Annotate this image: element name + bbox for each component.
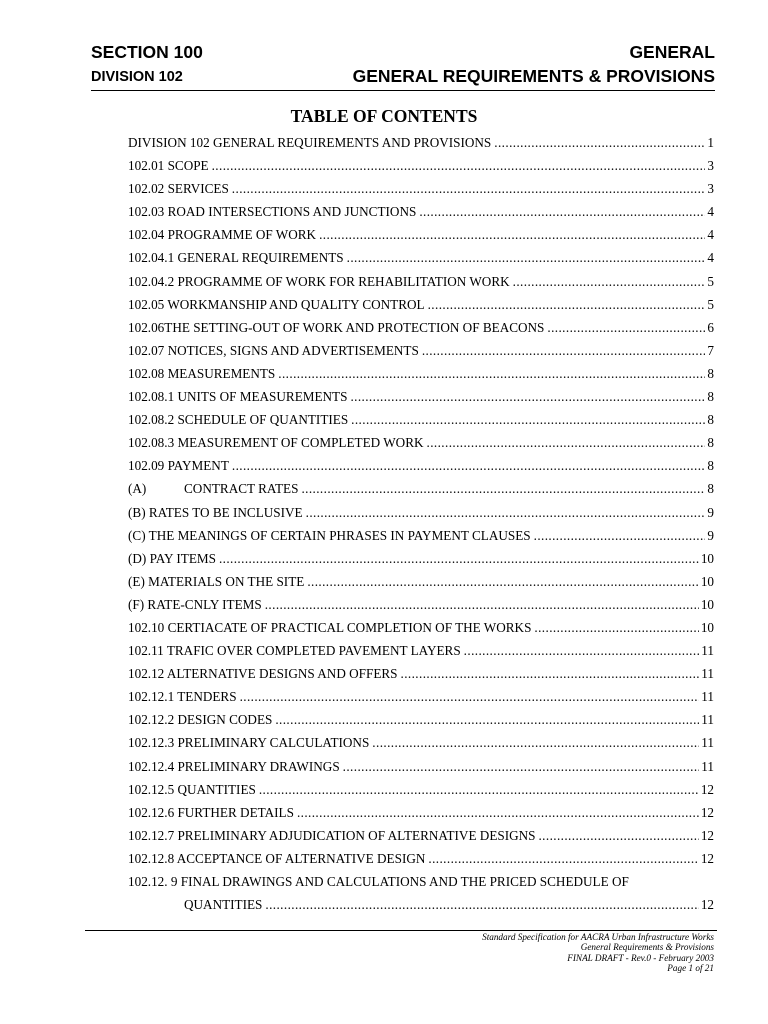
dot-leader [534,524,706,547]
dot-leader [219,547,699,570]
page-header-row-2 [91,66,715,90]
toc-entry[interactable] [128,385,714,408]
toc-entry-title: 102.01 SCOPE [128,158,209,174]
dot-leader [427,431,706,454]
toc-page-number: 11 [701,643,714,659]
toc-entry-continuation[interactable] [128,893,714,916]
toc-page-number: 7 [707,342,714,358]
toc-entry-title: 102.12 ALTERNATIVE DESIGNS AND OFFERS [128,666,398,682]
toc-entry-title: 102.12.7 PRELIMINARY ADJUDICATION OF ALTERNATIVE DESIGNS [128,827,536,843]
toc-page-number: 3 [707,181,714,197]
footer-divider [85,930,717,931]
toc-page-number: 9 [707,504,714,520]
toc-entry[interactable] [128,154,714,177]
toc-entry[interactable] [128,755,714,778]
toc-entry-title: 102.06THE SETTING-OUT OF WORK AND PROTECTION OF BEACONS [128,319,545,335]
toc-entry-title: (F) RATE-CNLY ITEMS [128,596,262,612]
toc-entry-title: DIVISION 102 GENERAL REQUIREMENTS AND PROVISIONS [128,135,492,150]
footer-doc-title: General Requirements & Provisions [580,942,714,953]
dot-leader [464,639,700,662]
page-header-row-1 [91,42,715,66]
toc-page-number: 1 [707,135,714,150]
toc-page-number: 10 [700,550,714,566]
toc-page-number: 10 [700,619,714,635]
toc-entry[interactable] [128,801,714,824]
toc-page-number: 11 [701,712,714,728]
toc-entry[interactable] [128,270,714,293]
toc-entry[interactable] [128,685,714,708]
dot-leader [301,477,705,500]
section-title: GENERAL [629,42,715,62]
toc-entry[interactable] [128,477,714,500]
toc-entry[interactable] [128,570,714,593]
toc-entry[interactable] [128,524,714,547]
toc-page-number: 12 [700,897,714,913]
footer-revision: FINAL DRAFT - Rev.0 - February 2003 [567,952,714,963]
toc-page-number: 9 [707,527,714,543]
dot-leader [350,385,705,408]
dot-leader [265,593,699,616]
dot-leader [307,570,699,593]
dot-leader [547,316,705,339]
toc-page-number: 5 [707,273,714,289]
dot-leader [513,270,706,293]
toc-page-number: 6 [707,319,714,335]
toc-entry[interactable] [128,616,714,639]
division-number: DIVISION 102 [91,69,183,85]
toc-page-number: 4 [707,250,714,266]
dot-leader [319,223,705,246]
division-title: GENERAL REQUIREMENTS & PROVISIONS [352,66,715,86]
dot-leader [232,454,706,477]
toc-entry-title: CONTRACT RATES [184,481,299,497]
toc-entry-title: 102.08 MEASUREMENTS [128,365,276,381]
toc-entry[interactable] [128,639,714,662]
toc-entry[interactable] [128,293,714,316]
toc-entry[interactable] [128,223,714,246]
toc-entry-title: 102.12.8 ACCEPTANCE OF ALTERNATIVE DESIGN [128,850,426,866]
toc-entry[interactable] [128,339,714,362]
toc-page-number: 12 [700,804,714,820]
toc-entry-title: 102.08.1 UNITS OF MEASUREMENTS [128,389,348,405]
toc-entry-title-continued: QUANTITIES [184,897,263,913]
section-number: SECTION 100 [91,42,203,62]
toc-entry-title: 102.12.5 QUANTITIES [128,781,256,797]
toc-entry-title: (E) MATERIALS ON THE SITE [128,573,305,589]
toc-entry[interactable] [128,824,714,847]
toc-entry-title: 102.03 ROAD INTERSECTIONS AND JUNCTIONS [128,204,417,220]
toc-heading: TABLE OF CONTENTS [290,106,478,126]
footer-page-number: Page 1 of 21 [667,963,714,974]
dot-leader [278,362,705,385]
toc-entry-title: 102.02 SERVICES [128,181,229,197]
toc-entry-label: (A) [128,481,147,497]
toc-entry-title: 102.12.4 PRELIMINARY DRAWINGS [128,758,340,774]
dot-leader [265,893,698,916]
toc-entry[interactable] [128,870,714,893]
toc-page-number: 3 [707,158,714,174]
toc-page-number: 8 [707,412,714,428]
toc-entry-title: 102.10 CERTIACATE OF PRACTICAL COMPLETION OF THE WORKS [128,619,532,635]
toc-entry-title: 102.08.3 MEASUREMENT OF COMPLETED WORK [128,435,424,451]
toc-page-number: 12 [700,827,714,843]
dot-leader [494,131,705,154]
toc-page-number: 4 [707,204,714,220]
toc-entry[interactable] [128,200,714,223]
toc-entry[interactable] [128,177,714,200]
toc-entry[interactable] [128,408,714,431]
dot-leader [343,755,700,778]
toc-entry[interactable] [128,593,714,616]
toc-entry-title: 102.08.2 SCHEDULE OF QUANTITIES [128,412,349,428]
toc-page-number: 5 [707,296,714,312]
toc-entry-title: (B) RATES TO BE INCLUSIVE [128,504,303,520]
toc-page-number: 10 [700,596,714,612]
dot-leader [351,408,705,431]
dot-leader [372,731,699,754]
toc-entry[interactable] [128,847,714,870]
dot-leader [240,685,700,708]
toc-entry-title: 102.04.1 GENERAL REQUIREMENTS [128,250,344,266]
toc-entry-title: 102.12. 9 FINAL DRAWINGS AND CALCULATIONS AND THE PRICED SCHEDULE OF [128,874,629,889]
toc-entry[interactable] [128,431,714,454]
dot-leader [297,801,699,824]
dot-leader [347,246,706,269]
toc-page-number: 11 [701,758,714,774]
footer-spec-title: Standard Specification for AACRA Urban Infrastructure Works [482,932,714,942]
dot-leader [259,778,699,801]
dot-leader [534,616,698,639]
toc-entry-title: (D) PAY ITEMS [128,550,216,566]
toc-page-number: 11 [701,689,714,705]
toc-entry-title: 102.12.1 TENDERS [128,689,237,705]
toc-page-number: 8 [707,458,714,474]
toc-entry[interactable] [128,547,714,570]
dot-leader [275,708,699,731]
toc-page-number: 12 [700,850,714,866]
toc-page-number: 4 [707,227,714,243]
toc-entry[interactable] [128,316,714,339]
dot-leader [422,339,706,362]
table-of-contents [128,131,714,916]
toc-entry-title: 102.04 PROGRAMME OF WORK [128,227,317,243]
toc-entry-title: (C) THE MEANINGS OF CERTAIN PHRASES IN PAYMENT CLAUSES [128,527,531,543]
toc-entry[interactable] [128,731,714,754]
toc-entry-title: 102.05 WORKMANSHIP AND QUALITY CONTROL [128,296,425,312]
toc-entry-title: 102.11 TRAFIC OVER COMPLETED PAVEMENT LAYERS [128,643,461,659]
toc-page-number: 8 [707,481,714,497]
dot-leader [306,501,706,524]
toc-page-number: 8 [707,365,714,381]
toc-entry[interactable] [128,778,714,801]
dot-leader [419,200,705,223]
toc-entry-title: 102.07 NOTICES, SIGNS AND ADVERTISEMENTS [128,342,419,358]
toc-page-number: 8 [707,389,714,405]
dot-leader [232,177,706,200]
header-divider [91,90,715,91]
dot-leader [212,154,706,177]
toc-page-number: 12 [700,781,714,797]
toc-entry[interactable] [128,362,714,385]
dot-leader [428,847,698,870]
toc-entry[interactable] [128,454,714,477]
toc-entry[interactable] [128,131,714,154]
toc-entry-title: 102.09 PAYMENT [128,458,229,474]
toc-page-number: 11 [701,735,714,751]
toc-entry[interactable] [128,246,714,269]
toc-entry[interactable] [128,708,714,731]
toc-entry[interactable] [128,501,714,524]
toc-entry[interactable] [128,662,714,685]
toc-entry-text [128,477,298,500]
toc-entry-title: 102.12.6 FURTHER DETAILS [128,804,294,820]
dot-leader [401,662,700,685]
toc-entry-title: 102.04.2 PROGRAMME OF WORK FOR REHABILITATION WORK [128,273,510,289]
page-footer [482,932,714,974]
dot-leader [538,824,698,847]
toc-page-number: 8 [707,435,714,451]
toc-page-number: 11 [701,666,714,682]
dot-leader [428,293,706,316]
toc-entry-title: 102.12.2 DESIGN CODES [128,712,273,728]
toc-entry-title: 102.12.3 PRELIMINARY CALCULATIONS [128,735,370,751]
toc-page-number: 10 [700,573,714,589]
